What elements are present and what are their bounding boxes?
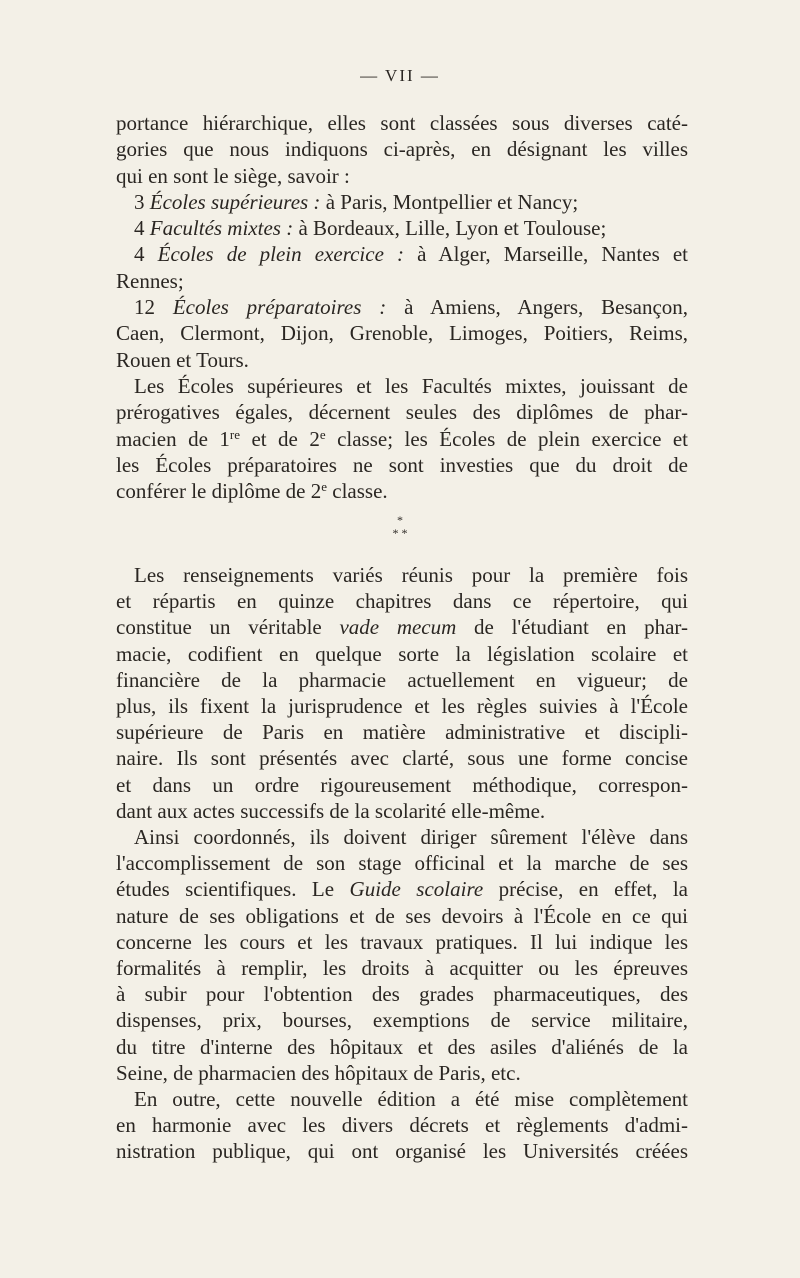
vade-mecum-italic: vade mecum <box>339 615 457 640</box>
school-entry-facultes-mixtes <box>116 215 688 241</box>
text-line: plus, ils fixent la jurisprudence et les règles suivies à l'École <box>116 694 688 719</box>
asterisk-bottom: * * <box>392 526 408 540</box>
text-line: prérogatives égales, décernent seules des diplômes de phar- <box>116 400 688 425</box>
text-line <box>116 241 688 267</box>
school-entry-preparatoires <box>116 294 688 373</box>
school-entry-superieures <box>116 189 688 215</box>
text-line: Rennes; <box>116 268 184 293</box>
school-count: 3 <box>134 189 145 214</box>
text-line <box>116 215 688 241</box>
text-line: formalités à remplir, les droits à acquitter ou les épreuves <box>116 956 688 981</box>
page-number: — VII — <box>360 66 440 85</box>
text-line: Seine, de pharmacien des hôpitaux de Paris, etc. <box>116 1060 521 1085</box>
text-line: nature de ses obligations et de ses devoirs à l'École en ce qui <box>116 903 688 928</box>
text-line: du titre d'interne des hôpitaux et des asiles d'aliénés de la <box>116 1034 688 1059</box>
text-line: En outre, cette nouvelle édition a été mise complètement <box>134 1087 688 1112</box>
guide-description-section <box>116 562 688 1165</box>
text-line: Ainsi coordonnés, ils doivent diriger sûrement l'élève dans <box>134 825 688 850</box>
text-line: Caen, Clermont, Dijon, Grenoble, Limoges, Poitiers, Reims, <box>116 321 688 346</box>
asterisk-top: * <box>397 513 403 527</box>
school-cities: à Amiens, Angers, Besançon, <box>404 295 689 320</box>
text-line: et dans un ordre rigoureusement méthodique, correspon- <box>116 772 688 797</box>
text-line: qui en sont le siège, savoir : <box>116 163 350 188</box>
school-cities: à Paris, Montpellier et Nancy; <box>325 189 579 214</box>
text-line: supérieure de Paris en matière administrative et discipli- <box>116 720 688 745</box>
text-line <box>116 189 688 215</box>
text-line: études scientifiques. Le Guide scolaire précise, en effet, la <box>116 877 688 902</box>
text-line: dispenses, prix, bourses, exemptions de service militaire, <box>116 1008 688 1033</box>
school-count: 4 <box>134 242 145 267</box>
text-line: en harmonie avec les divers décrets et règlements d'admi- <box>116 1113 688 1138</box>
section-separator-asterism <box>0 514 800 540</box>
text-line: gories que nous indiquons ci-après, en désignant les villes <box>116 137 688 162</box>
school-categories-section <box>116 110 688 504</box>
school-name: Écoles supérieures : <box>149 189 321 214</box>
text-line: Les Écoles supérieures et les Facultés mixtes, jouissant de <box>134 373 688 398</box>
superscript: e <box>321 479 328 495</box>
guide-scolaire-italic: Guide scolaire <box>349 877 484 902</box>
school-name: Écoles de plein exercice : <box>157 242 405 267</box>
paragraph-en-outre <box>116 1086 688 1165</box>
school-cities: à Alger, Marseille, Nantes et <box>417 242 689 267</box>
school-name: Écoles préparatoires : <box>172 295 387 320</box>
superscript: e <box>319 426 326 442</box>
text-line: portance hiérarchique, elles sont classées sous diverses caté- <box>116 111 688 135</box>
intro-paragraph <box>116 110 688 189</box>
text-line: macie, codifient en quelque sorte la législation scolaire et <box>116 641 688 666</box>
paragraph-coordonnes <box>116 824 688 1086</box>
school-name: Facultés mixtes : <box>149 216 294 241</box>
text-line: concerne les cours et les travaux pratiques. Il lui indique les <box>116 929 688 954</box>
school-count: 4 <box>134 216 145 241</box>
text-line: à subir pour l'obtention des grades pharmaceutiques, des <box>116 982 688 1007</box>
text-line: constitue un véritable vade mecum de l'étudiant en phar- <box>116 615 688 640</box>
paragraph-renseignements <box>116 562 688 824</box>
text-line <box>116 294 688 320</box>
text-line: Rouen et Tours. <box>116 347 249 372</box>
text-line: dant aux actes successifs de la scolarité elle-même. <box>116 798 546 823</box>
school-entry-plein-exercice <box>116 241 688 294</box>
diplomas-paragraph <box>116 373 688 504</box>
text-line: Les renseignements variés réunis pour la première fois <box>134 563 688 587</box>
school-count: 12 <box>134 295 155 320</box>
text-line: naire. Ils sont présentés avec clarté, sous une forme concise <box>116 746 688 771</box>
text-line: les Écoles préparatoires ne sont investies que du droit de <box>116 452 688 477</box>
text-line: l'accomplissement de son stage officinal et la marche de ses <box>116 851 688 876</box>
superscript: re <box>229 426 240 442</box>
text-line: et répartis en quinze chapitres dans ce répertoire, qui <box>116 589 688 614</box>
text-line: conférer le diplôme de 2e classe. <box>116 479 388 504</box>
text-line: financière de la pharmacie actuellement en vigueur; de <box>116 667 688 692</box>
text-line: nistration publique, qui ont organisé les Universités créées <box>116 1139 688 1164</box>
text-line: macien de 1re et de 2e classe; les Écoles de plein exercice et <box>116 426 689 451</box>
school-cities: à Bordeaux, Lille, Lyon et Toulouse; <box>298 216 607 241</box>
